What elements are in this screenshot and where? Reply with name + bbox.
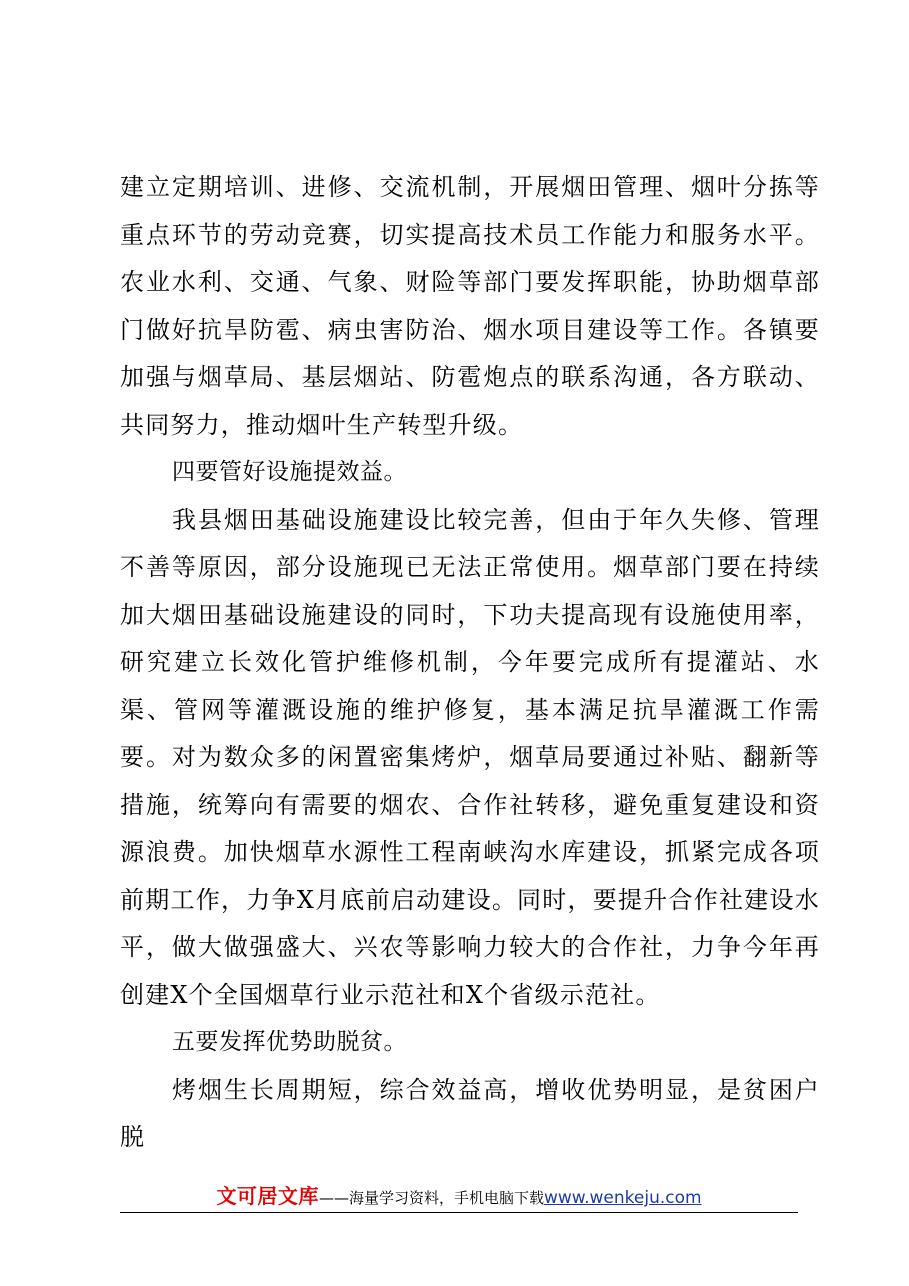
body-paragraph: 烤烟生长周期短，综合效益高，增收优势明显，是贫困户脱 (120, 1075, 820, 1151)
footer-brand: 文可居文库 (216, 1184, 319, 1208)
body-paragraph: 我县烟田基础设施建设比较完善，但由于年久失修、管理不善等原因，部分设施现已无法正常使用。烟草部门要在持续加大烟田基础设施建设的同时，下功夫提高现有设施使用率，研究建立长效化管护维修机制，今年要完成所有提灌站、水渠、管网等灌溉设施的维护修复，基本满足抗旱灌溉工作需要。对为数众多的闲置密集烤炉，烟草局要通过补贴、翻新等措施，统筹向有需要的烟农、合作社转移，避免重复建设和资源浪费。加快烟草水源性工程南峡沟水库建设，抓紧完成各项前期工作，力争X月底前启动建设。同时，要提升合作社建设水平，做大做强盛大、兴农等影响力较大的合作社，力争今年再创建X个全国烟草行业示范社和X个省级示范社。 (120, 505, 820, 1009)
section-heading: 五要发挥优势助脱贫。 (172, 1029, 407, 1055)
footer-website-link[interactable]: www.wenkeju.com (543, 1188, 702, 1208)
document-body (120, 164, 820, 1162)
body-paragraph: 建立定期培训、进修、交流机制，开展烟田管理、烟叶分拣等重点环节的劳动竞赛，切实提高技术员工作能力和服务水平。农业水利、交通、气象、财险等部门要发挥职能，协助烟草部门做好抗旱防雹、病虫害防治、烟水项目建设等工作。各镇要加强与烟草局、基层烟站、防雹炮点的联系沟通，各方联动、共同努力，推动烟叶生产转型升级。 (120, 173, 820, 439)
footer-tagline: ——海量学习资料，手机电脑下载 (318, 1189, 544, 1207)
section-heading: 四要管好设施提效益。 (172, 459, 407, 485)
page-footer (120, 1180, 798, 1213)
